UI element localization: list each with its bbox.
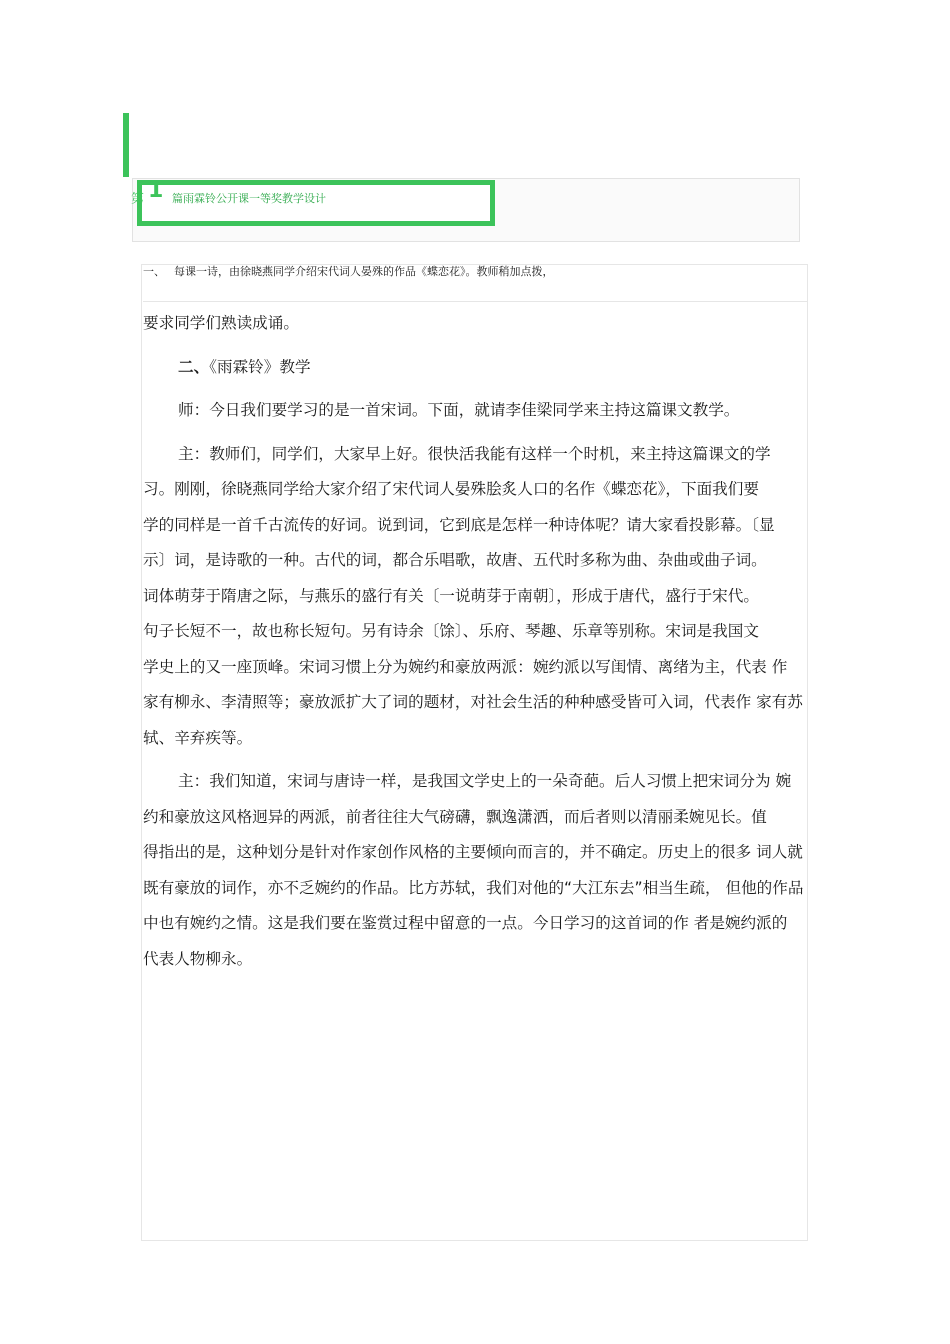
paragraph-line: 主：我们知道，宋词与唐诗一样，是我国文学史上的一朵奇葩。后人习惯上把宋词分为 婉 xyxy=(178,772,792,790)
document-title: 篇雨霖铃公开课一等奖教学设计 xyxy=(172,192,326,205)
paragraph-line: 得指出的是，这种划分是针对作家创作风格的主要倾向而言的，并不确定。历史上的很多 词人就 xyxy=(143,843,803,861)
title-number: 1 xyxy=(148,178,164,203)
section-heading-text: 《雨霖铃》教学 xyxy=(209,357,311,376)
paragraph-1: 要求同学们熟读成诵。 xyxy=(143,314,299,332)
paragraph-line: 学的同样是一首千古流传的好词。说到词，它到底是怎样一种诗体呢？请大家看投影幕。〔显 xyxy=(143,515,775,534)
intro-line xyxy=(143,264,807,302)
document-body xyxy=(143,306,818,977)
paragraph-line: 代表人物柳永。 xyxy=(143,949,253,968)
paragraph-line: 主：教师们，同学们，大家早上好。很快活我能有这样一个时机，来主持这篇课文的学 xyxy=(178,444,771,463)
paragraph-line: 家有柳永、李清照等；豪放派扩大了词的题材，对社会生活的种种感受皆可入词，代表作 家有苏 xyxy=(143,693,803,711)
paragraph-line: 习。刚刚，徐晓燕同学给大家介绍了宋代词人晏殊脍炙人口的名作《蝶恋花》，下面我们要 xyxy=(143,480,759,498)
accent-bar xyxy=(123,113,129,177)
paragraph-line: 中也有婉约之情。这是我们要在鉴赏过程中留意的一点。今日学习的这首词的作 者是婉约派的 xyxy=(143,914,788,932)
paragraph-2: 师：今日我们要学习的是一首宋词。下面，就请李佳梁同学来主持这篇课文教学。 xyxy=(178,401,740,419)
intro-number: 一、 xyxy=(143,265,165,278)
paragraph-line: 约和豪放这风格迥异的两派，前者往往大气磅礴，飘逸潇洒，而后者则以清丽柔婉见长。值 xyxy=(143,807,767,826)
paragraph-line: 示〕词，是诗歌的一种。古代的词，都合乐唱歌，故唐、五代时多称为曲、杂曲或曲子词。 xyxy=(143,551,767,569)
paragraph-line: 学史上的又一座顶峰。宋词习惯上分为婉约和豪放两派：婉约派以写闺情、离绪为主，代表 作 xyxy=(143,657,788,676)
section-heading-number: 二、 xyxy=(178,357,210,376)
paragraph-line: 词体萌芽于隋唐之际，与燕乐的盛行有关〔一说萌芽于南朝〕，形成于唐代，盛行于宋代。 xyxy=(143,586,759,605)
title-prefix: 第 xyxy=(131,192,145,207)
paragraph-line: 轼、辛弃疾等。 xyxy=(143,728,253,747)
paragraph-line: 句子长短不一，故也称长短句。另有诗余〔馀〕、乐府、琴趣、乐章等别称。宋词是我国文 xyxy=(143,622,759,640)
paragraph-4 xyxy=(143,764,818,977)
section-heading xyxy=(143,350,818,386)
paragraph-line: 既有豪放的词作，亦不乏婉约的作品。比方苏轼，我们对他的“大江东去”相当生疏， 但他的作品 xyxy=(143,878,804,897)
paragraph-3 xyxy=(143,437,818,757)
intro-text: 每课一诗，由徐晓燕同学介绍宋代词人晏殊的作品《蝶恋花》。教师稍加点拨， xyxy=(174,265,554,278)
